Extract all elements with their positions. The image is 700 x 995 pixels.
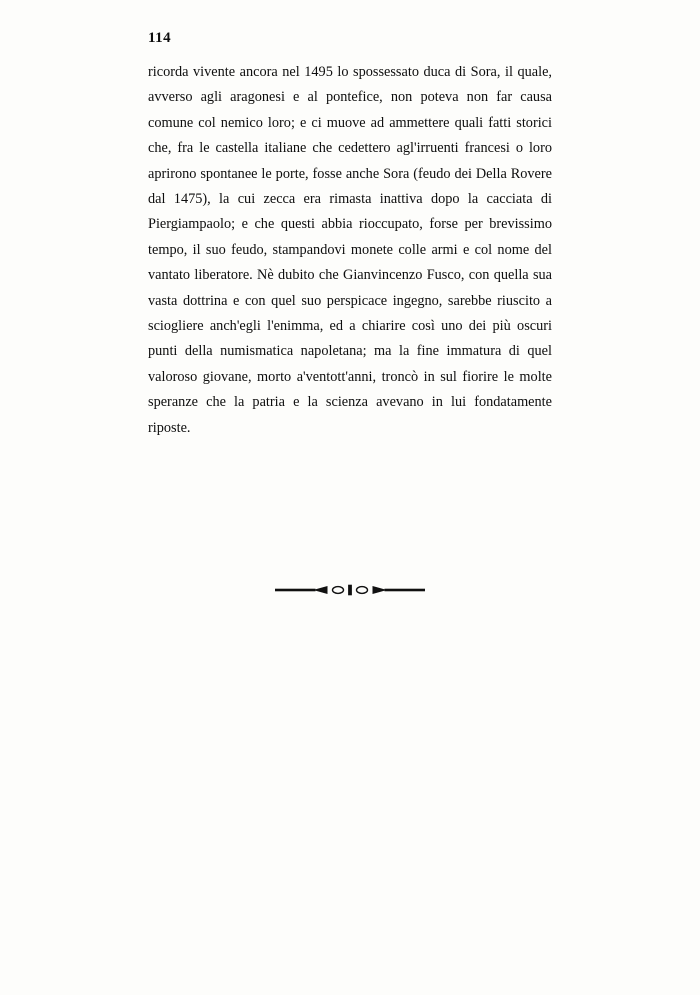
decorative-rule-ornament (148, 578, 552, 602)
body-text-block (148, 60, 552, 441)
body-paragraph: ricorda vivente ancora nel 1495 lo spossessato duca di Sora, il quale, avverso agli aragonesi e al pontefice, non poteva non far causa comune col nemico loro; e ci muove ad ammettere quali fatti storici che, fra le castella italiane che cedettero agl'irruenti francesi o loro aprirono spontanee le porte, fosse anche Sora (feudo dei Della Rovere dal 1475), la cui zecca era rimasta inattiva dopo la cacciata di Piergiampaolo; e che questi abbia rioccupato, forse per brevissimo tempo, il suo feudo, stampandovi monete colle armi e col nome del vantato liberatore. Nè dubito che Gianvincenzo Fusco, con quella sua vasta dottrina e con quel suo perspicace ingegno, sarebbe riuscito a sciogliere anch'egli l'enimma, ed a chiarire così uno dei più oscuri punti della numismatica napoletana; ma la fine immatura di quel valoroso giovane, morto a'ventott'anni, troncò in sul fiorire le molte speranze che la patria e la scienza avevano in lui fondatamente riposte. (148, 64, 552, 436)
page-number: 114 (148, 30, 172, 46)
